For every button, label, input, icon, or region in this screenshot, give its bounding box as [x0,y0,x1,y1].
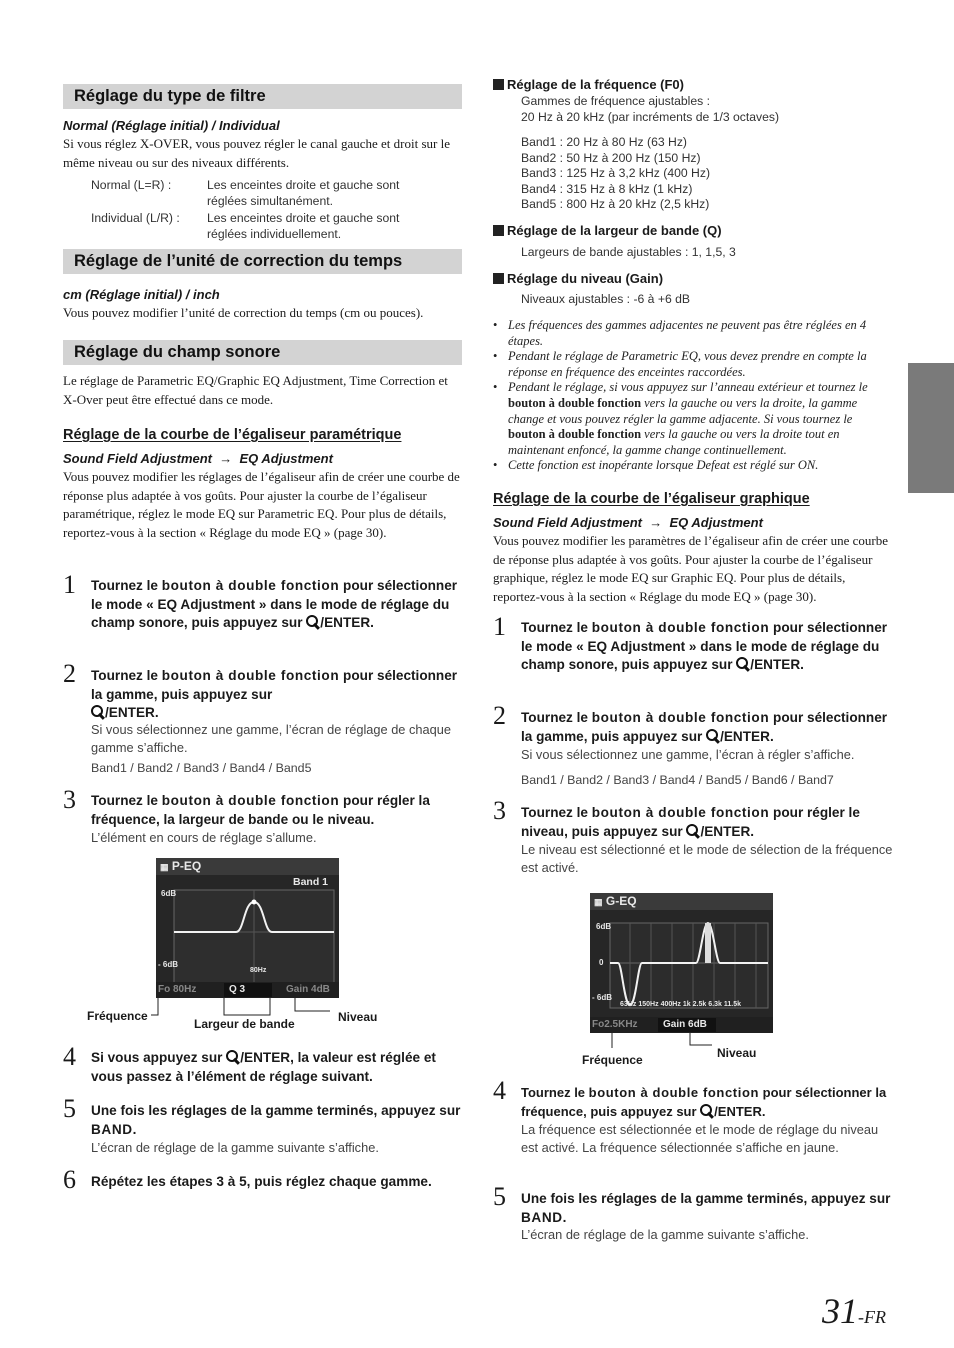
peq-max-level: 6dB [161,889,177,898]
geq-min-level: - 6dB [592,993,612,1002]
geq-freq-labels [620,1001,770,1008]
search-icon [306,615,320,629]
step-number: 2 [63,659,76,688]
square-bullet-icon [493,273,504,284]
parametric-eq-path: Sound Field Adjustment → EQ Adjustment [63,451,333,466]
filter-options: Normal (Réglage initial) / Individual [63,118,280,133]
note-item: • Cette fonction est inopérante lorsque Defeat est réglé sur ON. [493,458,891,474]
step-number: 4 [493,1076,506,1105]
geq-fo: Fo2.5KHz [592,1019,638,1030]
geq-freq-label: 400Hz [660,1001,681,1008]
left-step3: Tournez le bouton à double fonction pour régler la fréquence, la largeur de bande ou le niveau. [91,793,430,827]
right-step4: Tournez le bouton à double fonction pour sélectionner la fréquence, puis appuyez sur /ENTER. [521,1085,887,1119]
peq-band: Band 1 [293,876,329,888]
gain-text: Niveaux ajustables : -6 à +6 dB [521,292,691,306]
band-item: Band1 : 20 Hz à 80 Hz (63 Hz) [521,135,687,149]
right-step1: Tournez le bouton à double fonction pour sélectionner le mode « EQ Adjustment » dans le mode de réglage du champ sonore, puis appuyez sur /ENTER. [521,620,888,672]
geq-freq-label: 63Hz [620,1001,637,1008]
label-frequency: Fréquence [87,1009,148,1023]
left-step4: Si vous appuyez sur /ENTER, la valeur est réglée et vous passez à l’élément de réglage suivant. [91,1050,436,1084]
label-bandwidth: Largeur de bande [194,1017,295,1031]
label-level: Niveau [717,1046,757,1060]
filter-term-individual: Individual (L/R) : [91,211,180,225]
label-frequency: Fréquence [582,1053,643,1067]
step-number: 3 [63,785,76,814]
step-number: 3 [493,796,506,825]
search-icon [736,657,750,671]
geq-freq-label: 1k [682,1001,691,1008]
peq-gain: Gain 4dB [286,984,330,995]
geq-gain: Gain 6dB [663,1019,707,1030]
section-title-filter-type: Réglage du type de filtre [63,84,462,109]
step-number: 6 [63,1165,76,1194]
band-item: Band2 : 50 Hz à 200 Hz (150 Hz) [521,150,701,165]
right-step3-note: Le niveau est sélectionné et le mode de sélection de la fréquence est activé. [521,842,893,875]
chapter-tab [908,363,954,493]
gain-heading: Réglage du niveau (Gain) [493,271,663,286]
grid-icon: ▦ [160,862,169,872]
graphic-eq-path: Sound Field Adjustment → EQ Adjustment [493,515,763,530]
peq-fo: Fo 80Hz [158,984,197,995]
geq-zero-level: 0 [599,958,604,967]
geq-max-level: 6dB [596,922,612,931]
label-level: Niveau [338,1010,378,1024]
graphic-eq-paragraph: Vous pouvez modifier les paramètres de l’égaliseur afin de créer une courbe de réponse plus adaptée à vos goûts. Pour ajuster la courbe de l’égaliseur graphique, réglez le mode EQ sur Graphic EQ. Pour plus de détails, reportez-vous à la section « Réglage du mode EQ » (page 30). [493,533,889,604]
f0-line1: Gammes de fréquence ajustables : [521,94,711,108]
search-icon [91,705,105,719]
geq-screen [590,893,773,1033]
left-step2-bands: Band1 / Band2 / Band3 / Band4 / Band5 [91,761,312,775]
band-item: Band3 : 125 Hz à 3,2 kHz (400 Hz) [521,166,711,180]
right-step5-note: L’écran de réglage de la gamme suivante s’affiche. [521,1227,809,1242]
search-icon [706,729,720,743]
section-title-time-unit: Réglage de l’unité de correction du temps [63,249,462,274]
geq-freq-label: 6.3k [708,1001,722,1008]
peq-title: P-EQ [171,859,202,873]
left-step5-note: L’écran de réglage de la gamme suivante s’affiche. [91,1140,379,1155]
search-icon [226,1050,240,1064]
f0-line2: 20 Hz à 20 kHz (par incréments de 1/3 octaves) [521,110,780,124]
note-item: • Pendant le réglage de Parametric EQ, vous devez prendre en compte la réponse en fréquence des enceintes raccordées. [493,349,891,380]
right-step2: Tournez le bouton à double fonction pour sélectionner la gamme, puis appuyez sur /ENTER. [521,710,888,744]
left-step1: Tournez le bouton à double fonction pour sélectionner le mode « EQ Adjustment » dans le mode de réglage du champ sonore, puis appuyez sur /ENTER. [91,578,458,630]
geq-freq-label: 2.5k [692,1001,707,1008]
right-step3: Tournez le bouton à double fonction pour régler le niveau, puis appuyez sur /ENTER. [521,805,860,839]
step-number: 1 [63,570,76,599]
geq-freq-label: 11.5k [723,1001,741,1008]
square-bullet-icon [493,79,504,90]
band-item: Band5 : 800 Hz à 20 kHz (2,5 kHz) [521,197,710,211]
right-step2-note: Si vous sélectionnez une gamme, l’écran à régler s’affiche. [521,747,855,762]
step-number: 2 [493,701,506,730]
page-number: 31-FR [822,1291,886,1331]
peq-freq-tick: 80Hz [250,967,267,974]
arrow-right-icon: → [219,451,233,466]
peq-screen [156,858,339,998]
step-number: 5 [493,1182,506,1211]
geq-freq-label: 150Hz [638,1001,659,1008]
q-heading: Réglage de la largeur de bande (Q) [493,223,722,238]
sound-field-paragraph: Le réglage de Parametric EQ/Graphic EQ Adjustment, Time Correction et X-Over peut être effectué dans ce mode. [63,373,448,407]
left-step3-note: L’élément en cours de réglage s’allume. [91,830,317,845]
note-item: • Les fréquences des gammes adjacentes ne peuvent pas être réglées en 4 étapes. [493,318,891,349]
grid-icon: ▦ [594,897,603,907]
step-number: 1 [493,612,506,641]
parametric-eq-subtitle: Réglage de la courbe de l’égaliseur paramétrique [63,427,402,443]
geq-title: G-EQ [605,894,637,908]
band-item: Band4 : 315 Hz à 8 kHz (1 kHz) [521,181,693,196]
peq-q: Q 3 [229,984,246,995]
time-unit-paragraph: Vous pouvez modifier l’unité de correction du temps (cm ou pouces). [63,305,424,320]
peq-min-level: - 6dB [158,960,178,969]
filter-desc-individual: Les enceintes droite et gauche sont réglées individuellement. [207,211,400,241]
right-step2-bands: Band1 / Band2 / Band3 / Band4 / Band5 / Band6 / Band7 [521,773,834,787]
q-text: Largeurs de bande ajustables : 1, 1,5, 3 [521,245,736,259]
filter-desc-normal: Les enceintes droite et gauche sont réglées simultanément. [207,178,400,208]
square-bullet-icon [493,225,504,236]
graphic-eq-subtitle: Réglage de la courbe de l’égaliseur graphique [493,491,810,507]
filter-term-normal: Normal (L=R) : [91,178,172,192]
right-step5: Une fois les réglages de la gamme terminés, appuyez sur BAND. [521,1191,891,1225]
section-title-sound-field: Réglage du champ sonore [63,340,462,365]
right-step4-note: La fréquence est sélectionnée et le mode de réglage du niveau est activé. La fréquence sélectionnée s’affiche en jaune. [521,1122,879,1155]
left-step5: Une fois les réglages de la gamme terminés, appuyez sur BAND. [91,1103,461,1137]
arrow-right-icon: → [649,515,663,530]
f0-band-list [521,135,710,213]
parametric-eq-paragraph: Vous pouvez modifier les réglages de l’égaliseur afin de créer une courbe de réponse plus adaptée à vos goûts. Pour ajuster la courbe de l’égaliseur paramétrique, réglez le mode EQ sur Parametric EQ. Pour plus de détails, reportez-vous à la section « Réglage du mode EQ » (page 30). [63,469,460,540]
filter-paragraph: Si vous réglez X-OVER, vous pouvez régler le canal gauche et droit sur le même niveau ou sur des niveaux différents. [63,136,450,170]
notes-list [493,318,891,474]
time-unit-options: cm (Réglage initial) / inch [63,287,220,302]
left-step2: Tournez le bouton à double fonction pour sélectionner la gamme, puis appuyez sur /ENTER. [91,668,458,720]
search-icon [686,824,700,838]
step-number: 5 [63,1094,76,1123]
left-step6: Répétez les étapes 3 à 5, puis réglez chaque gamme. [91,1174,432,1189]
f0-heading: Réglage de la fréquence (F0) [493,77,684,92]
note-item: • Pendant le réglage, si vous appuyez sur l’anneau extérieur et tournez le bouton à double fonction vers la gauche ou vers la droite, la gamme change et vous pouvez régler la gamme adjacente. Si vous tournez le bouton à double fonction vers la gauche ou vers la droite tout en maintenant enfoncé, la gamme change continuellement. [493,380,891,458]
search-icon [700,1104,714,1118]
left-step2-note: Si vous sélectionnez une gamme, l’écran de réglage de chaque gamme s’affiche. [91,722,451,755]
step-number: 4 [63,1042,76,1071]
geq-graph [590,893,773,1033]
